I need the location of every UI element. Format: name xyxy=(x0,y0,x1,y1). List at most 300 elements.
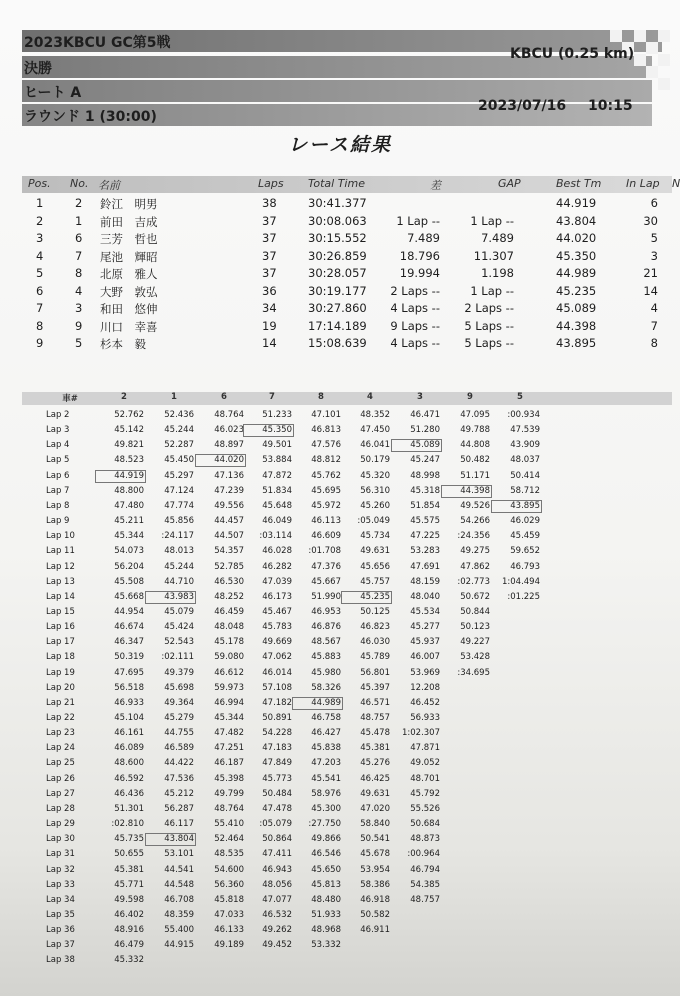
results-cell: 1 Lap -- xyxy=(396,213,440,228)
lap-time-cell: 47.124 xyxy=(164,485,194,496)
lap-time-cell: 58.840 xyxy=(360,819,390,830)
lap-time-cell: 47.576 xyxy=(311,440,341,451)
lap-time-cell: 50.319 xyxy=(114,652,144,663)
lap-time-cell: 46.943 xyxy=(262,864,292,875)
lap-time-cell: 45.397 xyxy=(360,682,390,693)
lap-time-cell: 47.872 xyxy=(262,470,292,481)
lap-label: Lap 22 xyxy=(46,713,75,723)
lap-time-cell: 44.989 xyxy=(311,697,341,708)
lap-time-cell: 48.916 xyxy=(114,925,144,936)
results-cell: 37 xyxy=(262,266,277,280)
lap-time-cell: 44.755 xyxy=(164,728,194,739)
lap-time-cell: 54.600 xyxy=(214,864,244,875)
lap-label: Lap 19 xyxy=(46,667,75,678)
lap-time-cell: 47.695 xyxy=(114,667,144,678)
results-col-header: 差 xyxy=(430,179,441,192)
lap-label: Lap 7 xyxy=(46,485,70,496)
event-name: 2023KBCU GC第5戦 xyxy=(24,35,171,51)
lap-time-cell: 45.678 xyxy=(360,849,390,860)
lap-time-cell: 48.998 xyxy=(410,470,440,481)
lap-time-cell: 55.400 xyxy=(164,925,194,936)
lap-time-cell: 48.812 xyxy=(311,455,341,466)
lap-time-cell: 49.556 xyxy=(214,500,244,511)
lap-time-cell: 51.933 xyxy=(311,909,341,920)
results-col-header: N xyxy=(672,177,680,190)
results-cell: 14 xyxy=(643,283,658,298)
lap-time-cell: 52.543 xyxy=(164,637,194,648)
lap-time-cell: 46.758 xyxy=(311,713,341,723)
lap-time-cell: 46.113 xyxy=(311,516,341,527)
lap-time-cell: 45.534 xyxy=(410,606,440,617)
lap-time-cell: 54.073 xyxy=(114,546,144,557)
results-cell: 44.398 xyxy=(556,318,597,333)
results-cell: 3 xyxy=(36,231,44,245)
lap-time-cell: 46.876 xyxy=(311,622,341,633)
lap-time-cell: 50.864 xyxy=(262,834,292,845)
lap-time-cell: 46.708 xyxy=(164,894,194,905)
lap-label: Lap 31 xyxy=(46,849,75,860)
results-cell: 和田 悠伸 xyxy=(100,302,158,316)
results-cell: 大野 敦弘 xyxy=(100,284,158,299)
lap-time-cell: 45.650 xyxy=(311,864,341,875)
lap-label: Lap 24 xyxy=(46,743,75,754)
lap-label: Lap 30 xyxy=(46,834,75,845)
race-time: 10:15 xyxy=(588,98,633,114)
lap-time-cell: 51.990 xyxy=(311,591,341,602)
results-cell: 43.804 xyxy=(556,213,597,228)
results-col-header: No. xyxy=(70,177,89,190)
page-title: レース結果 xyxy=(287,134,393,156)
lap-label: Lap 9 xyxy=(46,516,70,527)
lap-time-cell: 50.655 xyxy=(114,849,144,860)
results-cell: 30:19.177 xyxy=(308,283,367,298)
lap-time-cell: 45.244 xyxy=(164,425,194,436)
lap-time-cell: 45.344 xyxy=(214,713,244,723)
lap-time-cell: 45.783 xyxy=(262,622,292,633)
lap-time-cell: 45.734 xyxy=(360,531,390,542)
lap-label: Lap 32 xyxy=(46,864,75,875)
lap-time-cell: 48.968 xyxy=(311,925,341,936)
lap-time-cell: 46.161 xyxy=(114,728,144,739)
results-cell: 45.350 xyxy=(556,248,597,263)
lap-time-cell: 43.804 xyxy=(164,834,194,845)
best-lap-highlight-box xyxy=(145,591,196,604)
results-cell: 北原 雅人 xyxy=(100,267,158,281)
lap-time-cell: 45.508 xyxy=(114,576,144,587)
lap-time-cell: 45.937 xyxy=(410,637,440,648)
results-cell: 1 Lap -- xyxy=(470,283,514,298)
lap-time-cell: 45.344 xyxy=(114,531,144,542)
lap-time-cell: 46.049 xyxy=(262,516,292,527)
lap-time-cell: 48.359 xyxy=(164,909,194,920)
lap-label: Lap 34 xyxy=(46,894,75,905)
heat-name: ヒート A xyxy=(24,85,82,101)
lap-time-cell: 47.225 xyxy=(410,531,440,542)
lap-time-cell: 48.048 xyxy=(214,622,244,633)
lap-time-cell: 47.020 xyxy=(360,803,390,814)
lap-time-cell: 47.095 xyxy=(460,410,490,420)
lap-label: Lap 28 xyxy=(46,803,75,814)
lap-time-cell: 45.089 xyxy=(410,440,440,451)
lap-time-cell: 45.813 xyxy=(311,879,341,890)
lap-time-cell: 46.041 xyxy=(360,440,390,451)
lap-time-cell: 51.301 xyxy=(114,803,144,814)
lap-time-cell: 46.452 xyxy=(410,697,440,708)
lap-time-cell: 46.532 xyxy=(262,909,292,920)
lap-time-cell: 53.101 xyxy=(164,849,194,860)
lap-time-cell: 55.410 xyxy=(214,819,244,830)
results-cell: 30:26.859 xyxy=(308,248,367,263)
lap-time-cell: 45.398 xyxy=(214,773,244,784)
results-cell: 45.089 xyxy=(556,301,597,315)
lap-time-cell: 47.482 xyxy=(214,728,244,739)
lap-time-cell: 49.526 xyxy=(460,500,490,511)
lap-time-cell: 47.376 xyxy=(311,561,341,572)
lap-time-cell: 46.823 xyxy=(360,622,390,633)
lap-time-cell: 47.862 xyxy=(460,561,490,572)
lap-time-cell: 1:04.494 xyxy=(501,576,540,587)
results-cell: 4 xyxy=(36,248,44,263)
lap-time-cell: 43.983 xyxy=(164,591,194,602)
lap-time-cell: 52.785 xyxy=(214,561,244,572)
lap-time-cell: 56.518 xyxy=(114,682,144,693)
lap-time-cell: 58.326 xyxy=(311,682,341,693)
lap-time-cell: 45.381 xyxy=(114,864,144,875)
lap-time-cell: 51.280 xyxy=(410,425,440,436)
lap-time-cell: 48.523 xyxy=(114,455,144,466)
lap-label: Lap 37 xyxy=(46,940,75,951)
lap-time-cell: 46.030 xyxy=(360,637,390,648)
lap-time-cell: 44.541 xyxy=(164,864,194,875)
lap-label: Lap 14 xyxy=(46,591,75,602)
results-cell: 6 xyxy=(75,231,83,245)
results-cell: 5 Laps -- xyxy=(464,336,514,350)
results-cell: 8 xyxy=(36,318,44,333)
lap-label: Lap 21 xyxy=(46,697,75,708)
results-cell: 4 xyxy=(75,283,83,298)
lap-time-cell: 48.480 xyxy=(311,894,341,905)
car-number-header: 5 xyxy=(517,392,523,402)
lap-time-cell: 48.040 xyxy=(410,591,440,602)
lap-time-cell: 47.101 xyxy=(311,410,341,420)
lap-time-cell: 46.918 xyxy=(360,894,390,905)
results-col-header: Best Tm xyxy=(556,177,602,190)
results-cell: 前田 吉成 xyxy=(100,214,158,229)
lap-time-cell: 46.425 xyxy=(360,773,390,784)
lap-time-cell: 46.609 xyxy=(311,531,341,542)
lap-time-cell: 45.735 xyxy=(114,834,144,845)
lap-time-cell: 50.844 xyxy=(460,606,490,617)
lap-time-cell: :02.810 xyxy=(111,819,144,830)
results-cell: 21 xyxy=(643,266,658,280)
lap-time-cell: 49.631 xyxy=(360,788,390,799)
lap-time-cell: 46.007 xyxy=(410,652,440,663)
lap-time-cell: 44.954 xyxy=(114,606,144,617)
lap-time-cell: 44.457 xyxy=(214,516,244,527)
lap-time-cell: :27.750 xyxy=(308,819,341,830)
lap-time-cell: 46.187 xyxy=(214,758,244,769)
lap-time-cell: 58.712 xyxy=(510,485,540,496)
results-cell: 9 Laps -- xyxy=(390,318,440,333)
best-lap-highlight-box xyxy=(95,470,146,483)
lap-time-cell: 12.208 xyxy=(410,682,440,693)
lap-time-cell: 45.459 xyxy=(510,531,540,542)
lap-time-cell: 53.283 xyxy=(410,546,440,557)
lap-label: Lap 18 xyxy=(46,652,75,663)
car-number-header: 4 xyxy=(367,392,373,402)
lap-time-cell: 50.484 xyxy=(262,788,292,799)
results-cell: 30:08.063 xyxy=(308,213,367,228)
lap-time-cell: 49.631 xyxy=(360,546,390,557)
lap-time-cell: 53.428 xyxy=(460,652,490,663)
lap-time-cell: 47.033 xyxy=(214,909,244,920)
lap-time-cell: 49.501 xyxy=(262,440,292,451)
lap-time-cell: 54.266 xyxy=(460,516,490,527)
results-cell: 14 xyxy=(262,336,277,350)
lap-time-cell: 49.275 xyxy=(460,546,490,557)
lap-time-cell: :01.708 xyxy=(308,546,341,557)
lap-time-cell: 52.436 xyxy=(164,410,194,420)
results-cell: 18.796 xyxy=(399,248,440,263)
lap-time-cell: :00.964 xyxy=(407,849,440,860)
lap-label: Lap 29 xyxy=(46,819,75,830)
lap-time-cell: 45.792 xyxy=(410,788,440,799)
lap-time-cell: :03.114 xyxy=(259,531,292,542)
lap-time-cell: 49.364 xyxy=(164,697,194,708)
lap-time-cell: 53.332 xyxy=(311,940,341,951)
lap-time-cell: 45.757 xyxy=(360,576,390,587)
lap-time-cell: 48.352 xyxy=(360,410,390,420)
lap-time-cell: 46.173 xyxy=(262,591,292,602)
results-col-header: 名前 xyxy=(98,179,120,192)
lap-time-cell: 46.589 xyxy=(164,743,194,754)
lap-time-cell: 46.674 xyxy=(114,622,144,633)
lap-time-cell: 59.973 xyxy=(214,682,244,693)
lap-label: Lap 27 xyxy=(46,788,75,799)
lap-time-cell: 45.142 xyxy=(114,425,144,436)
lap-time-cell: 46.793 xyxy=(510,561,540,572)
lap-time-cell: 56.310 xyxy=(360,485,390,496)
lap-time-cell: 46.933 xyxy=(114,697,144,708)
lap-time-cell: 48.873 xyxy=(410,834,440,845)
lap-time-cell: 45.350 xyxy=(262,425,292,436)
lap-time-cell: 47.136 xyxy=(214,470,244,481)
lap-time-cell: 45.424 xyxy=(164,622,194,633)
lap-time-cell: 45.575 xyxy=(410,516,440,527)
lap-time-cell: 46.282 xyxy=(262,561,292,572)
lap-time-cell: 46.813 xyxy=(311,425,341,436)
lap-time-cell: :05.079 xyxy=(259,819,292,830)
lap-time-cell: 48.764 xyxy=(214,410,244,420)
lap-time-cell: 49.379 xyxy=(164,667,194,678)
lap-time-cell: 45.980 xyxy=(311,667,341,678)
lap-label: Lap 26 xyxy=(46,773,75,784)
best-lap-highlight-box xyxy=(145,833,196,846)
lap-label: Lap 35 xyxy=(46,909,75,920)
lap-label: Lap 17 xyxy=(46,637,75,648)
lap-time-cell: 46.089 xyxy=(114,743,144,754)
track-info: KBCU (0.25 km) xyxy=(510,46,635,62)
lap-time-cell: 50.123 xyxy=(460,622,490,633)
lap-time-cell: 48.535 xyxy=(214,849,244,860)
car-number-header: 3 xyxy=(417,392,423,402)
results-cell: 3 xyxy=(75,301,83,315)
lap-time-cell: 45.320 xyxy=(360,470,390,481)
lap-time-cell: 52.762 xyxy=(114,410,144,420)
lap-time-cell: 45.667 xyxy=(311,576,341,587)
lap-time-cell: 45.541 xyxy=(311,773,341,784)
results-cell: 30:27.860 xyxy=(308,301,367,315)
lap-time-cell: 45.695 xyxy=(311,485,341,496)
lap-time-cell: 45.467 xyxy=(262,606,292,617)
results-cell: 2 xyxy=(75,196,83,210)
lap-time-cell: 46.994 xyxy=(214,697,244,708)
lap-time-cell: 45.789 xyxy=(360,652,390,663)
lap-time-cell: 47.039 xyxy=(262,576,292,587)
results-cell: 4 Laps -- xyxy=(390,336,440,350)
lap-time-cell: 46.023 xyxy=(214,425,244,436)
lap-time-cell: 48.600 xyxy=(114,758,144,769)
lap-time-cell: 45.838 xyxy=(311,743,341,754)
best-lap-highlight-box xyxy=(195,454,246,467)
lap-label: Lap 4 xyxy=(46,440,70,451)
lap-label: Lap 2 xyxy=(46,410,70,420)
lap-time-cell: 46.028 xyxy=(262,546,292,557)
results-cell: 30:41.377 xyxy=(308,196,367,210)
lap-time-cell: 45.300 xyxy=(311,803,341,814)
lap-time-cell: 44.548 xyxy=(164,879,194,890)
lap-time-cell: 1:02.307 xyxy=(401,728,440,739)
lap-time-cell: 43.895 xyxy=(510,500,540,511)
lap-time-cell: 48.757 xyxy=(410,894,440,905)
results-cell: 9 xyxy=(75,318,83,333)
lap-time-cell: 46.794 xyxy=(410,864,440,875)
lap-time-cell: 44.422 xyxy=(164,758,194,769)
results-col-header: Pos. xyxy=(28,177,51,190)
lap-time-cell: 45.297 xyxy=(164,470,194,481)
best-lap-highlight-box xyxy=(491,500,542,513)
results-cell: 8 xyxy=(650,336,658,350)
lap-time-cell: 44.507 xyxy=(214,531,244,542)
car-number-header: 2 xyxy=(121,392,127,402)
results-cell: 17:14.189 xyxy=(308,318,367,333)
lap-time-cell: 47.478 xyxy=(262,803,292,814)
lap-time-cell: 51.233 xyxy=(262,410,292,420)
car-number-header: 1 xyxy=(171,392,177,402)
lap-label: Lap 33 xyxy=(46,879,75,890)
results-cell: 44.020 xyxy=(556,231,597,245)
lap-time-cell: 53.969 xyxy=(410,667,440,678)
lap-time-cell: 45.818 xyxy=(214,894,244,905)
lap-time-cell: 45.773 xyxy=(262,773,292,784)
car-number-header: 8 xyxy=(318,392,324,402)
lap-time-cell: :05.049 xyxy=(357,516,390,527)
results-cell: 1 xyxy=(75,213,83,228)
race-date: 2023/07/16 xyxy=(478,98,567,114)
lap-time-cell: 59.652 xyxy=(510,546,540,557)
lap-time-cell: 46.546 xyxy=(311,849,341,860)
lap-time-cell: 44.808 xyxy=(460,440,490,451)
lap-time-cell: 54.228 xyxy=(262,728,292,739)
round-info: ラウンド 1 (30:00) xyxy=(24,109,157,125)
lap-label: Lap 38 xyxy=(46,955,75,966)
lap-time-cell: 51.834 xyxy=(262,485,292,496)
lap-time-cell: 45.332 xyxy=(114,955,144,966)
lap-time-cell: 49.052 xyxy=(410,758,440,769)
lap-time-cell: 48.757 xyxy=(360,713,390,723)
lap-time-cell: 48.897 xyxy=(214,440,244,451)
lap-time-cell: 45.668 xyxy=(114,591,144,602)
lap-time-cell: 47.691 xyxy=(410,561,440,572)
lap-time-cell: 55.526 xyxy=(410,803,440,814)
lap-time-cell: 47.251 xyxy=(214,743,244,754)
car-number-header: 7 xyxy=(269,392,275,402)
lap-time-cell: 45.212 xyxy=(164,788,194,799)
lap-label: Lap 13 xyxy=(46,576,75,587)
results-col-header: GAP xyxy=(498,177,521,190)
results-cell: 2 Laps -- xyxy=(464,301,514,315)
lap-label: Lap 36 xyxy=(46,925,75,936)
lap-time-cell: 47.871 xyxy=(410,743,440,754)
lap-time-cell: 45.856 xyxy=(164,516,194,527)
lap-time-cell: 47.411 xyxy=(262,849,292,860)
results-cell: 30 xyxy=(643,213,658,228)
lap-label: Lap 5 xyxy=(46,455,70,466)
lap-label: Lap 23 xyxy=(46,728,75,739)
lap-time-cell: 50.179 xyxy=(360,455,390,466)
lap-time-cell: 47.536 xyxy=(164,773,194,784)
lap-time-cell: 48.252 xyxy=(214,591,244,602)
lap-time-cell: 56.933 xyxy=(410,713,440,723)
lap-time-cell: 45.277 xyxy=(410,622,440,633)
lap-time-cell: 46.612 xyxy=(214,667,244,678)
lap-time-cell: 48.056 xyxy=(262,879,292,890)
lap-time-cell: 47.849 xyxy=(262,758,292,769)
lap-time-cell: 48.800 xyxy=(114,485,144,496)
lap-time-cell: 48.013 xyxy=(164,546,194,557)
results-cell: 2 Laps -- xyxy=(390,283,440,298)
results-cell: 5 xyxy=(650,231,658,245)
lap-time-cell: 50.684 xyxy=(410,819,440,830)
results-cell: 鈴江 明男 xyxy=(100,197,158,211)
lap-time-cell: 45.450 xyxy=(164,455,194,466)
lap-time-cell: 47.539 xyxy=(510,425,540,436)
results-cell: 44.919 xyxy=(556,196,597,210)
results-cell: 川口 幸喜 xyxy=(100,319,158,334)
lap-time-cell: 44.020 xyxy=(214,455,244,466)
results-cell: 6 xyxy=(36,283,44,298)
lap-time-cell: 46.471 xyxy=(410,410,440,420)
lap-time-cell: 57.108 xyxy=(262,682,292,693)
lap-time-cell: 54.385 xyxy=(410,879,440,890)
lap-label: Lap 6 xyxy=(46,470,70,481)
best-lap-highlight-box xyxy=(292,697,343,710)
lap-time-cell: 45.260 xyxy=(360,500,390,511)
lap-time-cell: 45.247 xyxy=(410,455,440,466)
lap-time-cell: 46.459 xyxy=(214,606,244,617)
lap-time-cell: 45.762 xyxy=(311,470,341,481)
lap-time-cell: 52.464 xyxy=(214,834,244,845)
results-cell: 19.994 xyxy=(399,266,440,280)
lap-time-cell: :02.773 xyxy=(457,576,490,587)
results-cell: 三芳 哲也 xyxy=(100,232,158,246)
lap-time-cell: 47.450 xyxy=(360,425,390,436)
lap-time-cell: :24.117 xyxy=(161,531,194,542)
lap-time-cell: 45.276 xyxy=(360,758,390,769)
lap-time-cell: 45.771 xyxy=(114,879,144,890)
lap-time-cell: 45.698 xyxy=(164,682,194,693)
race-type: 決勝 xyxy=(24,61,52,77)
